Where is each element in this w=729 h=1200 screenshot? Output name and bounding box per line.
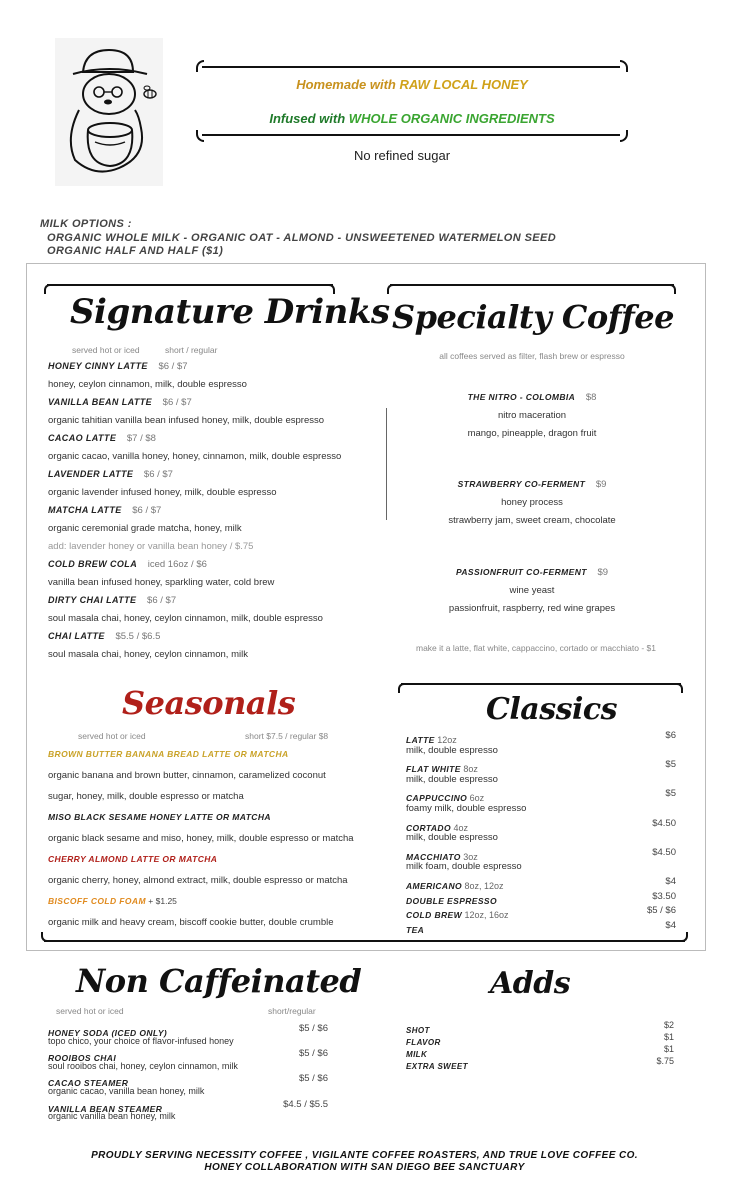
item-process: nitro maceration	[497, 410, 567, 421]
item-price: $8	[585, 392, 597, 403]
item-desc: organic tahitian vanilla bean infused honey, milk, double espresso	[48, 415, 325, 426]
item-name: COLD BREW COLA	[48, 559, 138, 569]
adds-title: Adds	[490, 966, 571, 1001]
nc-item-rooibos	[48, 1048, 328, 1064]
item-desc: organic vanilla bean honey, milk	[48, 1111, 176, 1122]
item-desc: organic milk and heavy cream, biscoff cookie butter, double crumble	[48, 917, 334, 928]
item-size: 8oz, 12oz	[462, 880, 504, 891]
specialty-note: all coffees served as filter, flash brew or espresso	[439, 351, 625, 361]
item-price: $6 / $7	[162, 397, 192, 408]
specialty-top-rule	[390, 284, 674, 286]
item-price: $.75	[656, 1056, 674, 1066]
item-desc: organic cherry, honey, almond extract, milk, double espresso or matcha	[48, 875, 348, 886]
specialty-item-header	[392, 479, 672, 497]
item-name: FLAT WHITE	[406, 764, 461, 775]
specialty-item-passionfruit	[392, 567, 672, 621]
item-size: 3oz	[460, 851, 478, 862]
item-desc: honey, ceylon cinnamon, milk, double espresso	[48, 379, 247, 390]
item-extra: + $1.25	[145, 896, 177, 906]
specialty-footer-note: make it a latte, flat white, cappaccino, cortado or macchiato - $1	[415, 643, 656, 653]
column-divider	[386, 408, 387, 520]
item-notes: mango, pineapple, dragon fruit	[467, 428, 597, 439]
item-name: DOUBLE ESPRESSO	[406, 895, 498, 906]
item-desc: organic black sesame and miso, honey, milk, double espresso or matcha	[48, 833, 354, 844]
item-price: $6 / $7	[143, 469, 173, 480]
signature-item-chai	[48, 631, 378, 649]
signature-top-rule	[47, 284, 333, 286]
classics-list	[406, 730, 676, 934]
item-name: LATTE	[406, 735, 435, 745]
classic-item-cold-brew	[406, 905, 676, 920]
item-price: $6 / $7	[147, 595, 177, 606]
item-name: AMERICANO	[406, 880, 463, 891]
banner-top-left-curl	[196, 60, 204, 72]
nc-item-cacao-steamer	[48, 1073, 328, 1089]
non-caffeinated-list	[48, 1023, 328, 1124]
item-price: $6 / $7	[132, 505, 162, 516]
bear-logo-icon	[55, 38, 163, 186]
banner-top-right-curl	[620, 60, 628, 72]
adds-item-shot	[406, 1020, 674, 1035]
item-notes: passionfruit, raspberry, red wine grapes	[448, 603, 616, 614]
banner-top-line	[202, 66, 620, 68]
specialty-item-header	[392, 567, 672, 585]
item-name: PASSIONFRUIT CO-FERMENT	[455, 567, 587, 577]
item-name: CACAO STEAMER	[48, 1078, 129, 1089]
milk-options-line1: ORGANIC WHOLE MILK - ORGANIC OAT - ALMOND - UNSWEETENED WATERMELON SEED	[47, 232, 557, 244]
item-name: THE NITRO - COLOMBIA	[467, 392, 576, 402]
classics-title: Classics	[486, 692, 618, 727]
nc-item-vanilla-steamer	[48, 1099, 328, 1112]
non-caffeinated-title: Non Caffeinated	[76, 962, 362, 1000]
item-price: $9	[595, 479, 607, 490]
item-name: FLAVOR	[406, 1038, 441, 1047]
seasonals-note-price: short $7.5 / regular $8	[245, 731, 329, 741]
item-name: VANILLA BEAN LATTE	[48, 397, 153, 407]
non-caffeinated-note-served: served hot or iced	[56, 1006, 124, 1016]
header-line2-prefix: Infused with	[269, 111, 349, 126]
item-desc: foamy milk, double espresso	[406, 802, 527, 814]
item-size: 4oz	[451, 822, 469, 833]
item-price: $9	[597, 567, 609, 578]
footer-line2: HONEY COLLABORATION WITH SAN DIEGO BEE SANCTUARY	[204, 1162, 525, 1173]
item-name: BISCOFF COLD FOAM	[48, 896, 146, 906]
item-size: 8oz	[460, 764, 478, 775]
bear-honey-logo	[55, 38, 163, 186]
item-price: $7 / $8	[126, 433, 156, 444]
signature-note-served: served hot or iced	[72, 345, 140, 355]
specialty-title: Specialty Coffee	[392, 298, 674, 336]
item-desc: soul masala chai, honey, ceylon cinnamon, milk, double espresso	[48, 613, 323, 624]
banner-bottom-left-curl	[196, 130, 204, 142]
signature-title: Signature Drinks	[70, 292, 390, 332]
signature-item-honey-cinny	[48, 361, 378, 379]
item-size: 12oz	[434, 735, 457, 745]
item-price: $4	[665, 875, 676, 887]
milk-options-title: MILK OPTIONS :	[40, 218, 132, 230]
item-price: $5.5 / $6.5	[115, 631, 161, 642]
specialty-item-header	[392, 392, 672, 410]
item-name: HONEY CINNY LATTE	[48, 361, 148, 371]
seasonal-item-banana-name: BROWN BUTTER BANANA BREAD LATTE OR MATCHA	[48, 749, 289, 759]
header-line-organic	[196, 111, 628, 126]
signature-item-cacao	[48, 433, 378, 451]
item-price: $1	[663, 1032, 674, 1042]
item-price: iced 16oz / $6	[147, 559, 207, 570]
classic-item-flat-white	[406, 759, 676, 774]
item-name: STRAWBERRY CO-FERMENT	[457, 479, 586, 489]
classic-item-macchiato	[406, 847, 676, 862]
signature-item-vanilla-bean	[48, 397, 378, 415]
item-price: $5	[665, 788, 676, 800]
header-banner	[196, 60, 628, 142]
header-line-honey	[196, 77, 628, 92]
item-name: EXTRA SWEET	[406, 1062, 468, 1071]
item-name: ROOIBOS CHAI	[48, 1053, 117, 1064]
item-desc: soul rooibos chai, honey, ceylon cinnamon, milk	[48, 1060, 238, 1071]
item-name: MATCHA LATTE	[48, 505, 122, 515]
item-name: CORTADO	[406, 822, 451, 833]
item-price: $3.50	[652, 890, 676, 902]
item-name: CHAI LATTE	[48, 631, 105, 641]
item-desc: milk, double espresso	[406, 773, 498, 785]
item-process: wine yeast	[509, 585, 555, 596]
classic-item-cappuccino	[406, 788, 676, 803]
item-name: COLD BREW	[406, 910, 463, 921]
adds-item-flavor	[406, 1032, 674, 1047]
classic-item-latte	[406, 730, 676, 745]
item-name: LAVENDER LATTE	[48, 469, 134, 479]
signature-item-matcha	[48, 505, 378, 523]
item-desc: organic cacao, vanilla bean honey, milk	[48, 1085, 205, 1096]
item-desc: soul masala chai, honey, ceylon cinnamon, milk	[48, 649, 248, 660]
classics-rule-curl-left	[398, 683, 404, 693]
item-name: SHOT	[406, 1026, 430, 1035]
item-desc: organic lavender infused honey, milk, double espresso	[48, 487, 277, 498]
seasonal-item-cherry-name: CHERRY ALMOND LATTE OR MATCHA	[48, 854, 218, 864]
item-name: CAPPUCCINO	[406, 793, 468, 804]
banner-bottom-right-curl	[620, 130, 628, 142]
item-price: $5 / $6	[298, 1023, 328, 1034]
seasonals-title: Seasonals	[122, 684, 296, 722]
banner-bottom-line	[202, 134, 620, 136]
item-price: $5 / $6	[298, 1073, 328, 1085]
adds-list	[406, 1020, 674, 1071]
item-name: VANILLA BEAN STEAMER	[48, 1103, 163, 1114]
item-price: $5 / $6	[646, 905, 676, 917]
item-desc: sugar, honey, milk, double espresso or matcha	[48, 791, 244, 802]
classics-top-rule	[401, 683, 681, 685]
signature-list	[48, 361, 378, 667]
item-price: $6	[665, 730, 676, 741]
classic-item-cortado	[406, 818, 676, 833]
classic-item-tea	[406, 920, 676, 935]
frame-bottom-rule	[44, 940, 685, 942]
item-price: $4.50	[652, 846, 676, 858]
milk-options-line2: ORGANIC HALF AND HALF ($1)	[47, 245, 224, 257]
item-name: MILK	[406, 1050, 428, 1059]
item-size: 6oz	[467, 793, 485, 804]
item-price: $5	[665, 759, 676, 771]
no-refined-sugar: No refined sugar	[353, 148, 451, 163]
item-name: HONEY SODA (ICED ONLY)	[48, 1028, 168, 1038]
item-name: MACCHIATO	[406, 851, 461, 862]
seasonals-note-served: served hot or iced	[78, 731, 146, 741]
item-price: $5 / $6	[298, 1048, 328, 1060]
classic-item-americano	[406, 876, 676, 891]
nc-item-honey-soda	[48, 1023, 328, 1036]
specialty-item-strawberry	[392, 479, 672, 533]
adds-item-milk	[406, 1044, 674, 1059]
signature-item-dirty-chai	[48, 595, 378, 613]
header-line1-highlight: RAW LOCAL HONEY	[399, 77, 528, 92]
classic-item-double-espresso	[406, 891, 676, 906]
adds-item-extra-sweet	[406, 1056, 674, 1071]
item-desc: vanilla bean infused honey, sparkling water, cold brew	[48, 577, 275, 588]
item-price: $4.5 / $5.5	[283, 1098, 328, 1110]
signature-add-note: add: lavender honey or vanilla bean honey / $.75	[48, 541, 254, 552]
item-desc: milk, double espresso	[406, 832, 498, 844]
signature-item-lavender	[48, 469, 378, 487]
signature-note-size: short / regular	[165, 345, 218, 355]
header-line2-highlight: WHOLE ORGANIC INGREDIENTS	[348, 111, 555, 126]
item-process: honey process	[501, 497, 563, 508]
item-desc: milk, double espresso	[406, 744, 498, 756]
signature-item-cold-brew-cola	[48, 559, 378, 577]
item-desc: organic banana and brown butter, cinnamon, caramelized coconut	[48, 770, 326, 781]
item-desc: topo chico, your choice of flavor-infused honey	[48, 1035, 234, 1046]
item-desc: organic cacao, vanilla honey, honey, cinnamon, milk, double espresso	[48, 451, 342, 462]
item-name: DIRTY CHAI LATTE	[48, 595, 137, 605]
item-size: 12oz, 16oz	[462, 910, 509, 921]
signature-rule-curl-left	[44, 284, 50, 294]
item-desc: organic ceremonial grade matcha, honey, milk	[48, 523, 242, 534]
item-price: $4	[665, 919, 676, 931]
seasonals-list	[48, 749, 383, 938]
non-caffeinated-note-size: short/regular	[268, 1006, 316, 1016]
item-notes: strawberry jam, sweet cream, chocolate	[448, 515, 616, 526]
item-price: $4.50	[652, 817, 676, 829]
seasonal-item-biscoff	[48, 896, 383, 917]
item-price: $6 / $7	[158, 361, 188, 372]
item-name: CACAO LATTE	[48, 433, 117, 443]
item-name: TEA	[406, 924, 425, 935]
item-price: $2	[663, 1020, 674, 1030]
header-line1-prefix: Homemade with	[296, 77, 400, 92]
footer-line1: PROUDLY SERVING NECESSITY COFFEE , VIGILANTE COFFEE ROASTERS, AND TRUE LOVE COFFEE CO.	[91, 1150, 638, 1161]
specialty-item-nitro	[392, 392, 672, 446]
item-desc: milk foam, double espresso	[406, 861, 522, 873]
item-price: $1	[663, 1044, 674, 1054]
seasonal-item-miso-name: MISO BLACK SESAME HONEY LATTE OR MATCHA	[48, 812, 271, 822]
